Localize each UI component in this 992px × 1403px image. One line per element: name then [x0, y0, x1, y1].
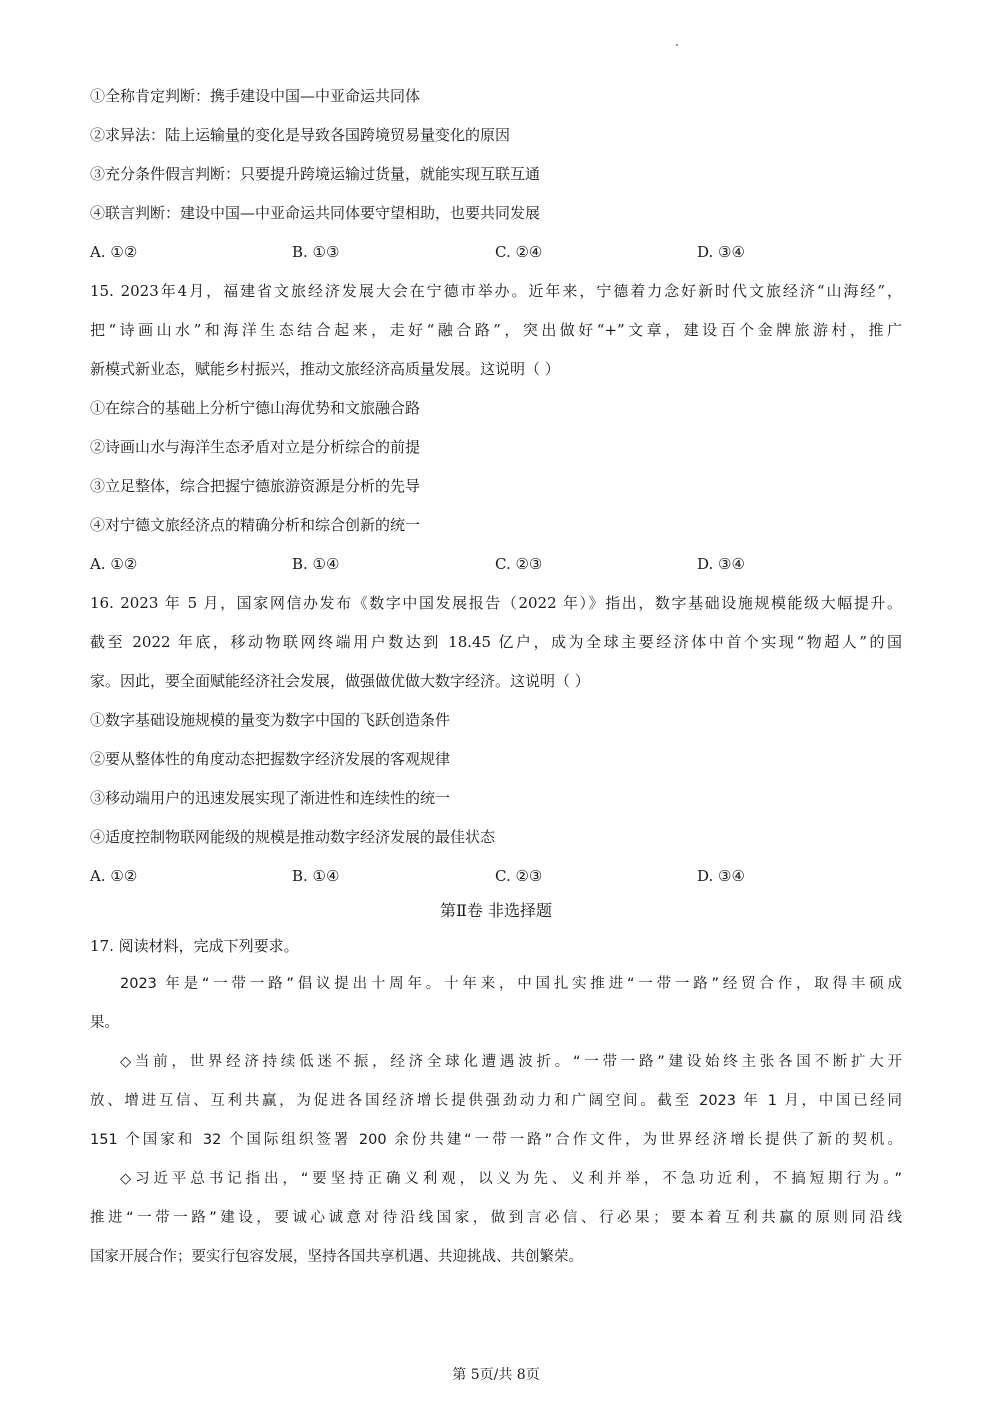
- q15-option-a: A. ①②: [90, 555, 138, 573]
- q14-statement-3: ③充分条件假言判断：只要提升跨境运输过货量，就能实现互联互通: [90, 165, 541, 183]
- q14-option-b: B. ①③: [292, 243, 340, 261]
- q16-option-d: D. ③④: [697, 867, 745, 885]
- q17-material-line-1: 2023 年是“一带一路”倡议提出十周年。十年来，中国扎实推进“一带一路”经贸合作，取得丰硕成: [120, 976, 902, 992]
- page-footer: 第 5页/共 8页: [452, 1367, 540, 1383]
- q14-option-d: D. ③④: [697, 243, 745, 261]
- q14-option-c: C. ②④: [495, 243, 543, 261]
- q14-statement-1: ①全称肯定判断：携手建设中国—中亚命运共同体: [90, 87, 421, 105]
- q17-material-line-7: 推进“一带一路”建设，要诚心诚意对待沿线国家，做到言必信、行必果；要本着互利共赢的原则同沿线: [90, 1210, 902, 1226]
- q15-option-d: D. ③④: [697, 555, 745, 573]
- q16-statement-4: ④适度控制物联网能级的规模是推动数字经济发展的最佳状态: [90, 828, 496, 846]
- q16-option-a: A. ①②: [90, 867, 138, 885]
- q17-title: 17. 阅读材料，完成下列要求。: [90, 937, 299, 955]
- q16-option-c: C. ②③: [495, 867, 543, 885]
- q14-statement-2: ②求异法：陆上运输量的变化是导致各国跨境贸易量变化的原因: [90, 126, 511, 144]
- q15-option-b: B. ①④: [292, 555, 340, 573]
- q15-stem-line-1: 15. 2023年4月，福建省文旅经济发展大会在宁德市举办。近年来，宁德着力念好新时代文旅经济“山海经”，: [90, 282, 902, 300]
- q16-stem-line-1: 16. 2023 年 5 月，国家网信办发布《数字中国发展报告（2022 年）》指出，数字基础设施规模能级大幅提升。: [90, 594, 902, 612]
- q15-option-c: C. ②③: [495, 555, 543, 573]
- q16-statement-1: ①数字基础设施规模的量变为数字中国的飞跃创造条件: [90, 711, 451, 729]
- q15-stem-line-2: 把“诗画山水”和海洋生态结合起来，走好“融合路”，突出做好“+”文章，建设百个金牌旅游村，推广: [90, 321, 902, 339]
- q15-statement-3: ③立足整体，综合把握宁德旅游资源是分析的先导: [90, 477, 421, 495]
- q15-statement-2: ②诗画山水与海洋生态矛盾对立是分析综合的前提: [90, 438, 421, 456]
- q14-statement-4: ④联言判断：建设中国—中亚命运共同体要守望相助，也要共同发展: [90, 204, 541, 222]
- q17-material-line-5: 151 个国家和 32 个国际组织签署 200 余份共建“一带一路”合作文件，为世界经济增长提供了新的契机。: [90, 1132, 902, 1148]
- q17-material-line-6: ◇习近平总书记指出，“要坚持正确义利观，以义为先、义利并举，不急功近利，不搞短期行为。”: [120, 1171, 902, 1187]
- q16-statement-3: ③移动端用户的迅速发展实现了渐进性和连续性的统一: [90, 789, 451, 807]
- q17-material-line-8: 国家开展合作；要实行包容发展，坚持各国共享机遇、共迎挑战、共创繁荣。: [90, 1249, 583, 1265]
- q17-material-line-3: ◇当前，世界经济持续低迷不振，经济全球化遭遇波折。“一带一路”建设始终主张各国不断扩大开: [120, 1054, 902, 1070]
- scan-mark: [676, 44, 678, 46]
- q15-statement-4: ④对宁德文旅经济点的精确分析和综合创新的统一: [90, 516, 421, 534]
- q14-option-a: A. ①②: [90, 243, 138, 261]
- q16-stem-line-3: 家。因此，要全面赋能经济社会发展，做强做优做大数字经济。这说明（ ）: [90, 672, 590, 690]
- q16-statement-2: ②要从整体性的角度动态把握数字经济发展的客观规律: [90, 750, 451, 768]
- q17-material-line-4: 放、增进互信、互利共赢，为促进各国经济增长提供强劲动力和广阔空间。截至 2023 年 1 月，中国已经同: [90, 1093, 902, 1109]
- q17-material-line-2: 果。: [90, 1015, 119, 1031]
- section-title: 第Ⅱ卷 非选择题: [440, 901, 552, 920]
- q15-stem-line-3: 新模式新业态，赋能乡村振兴，推动文旅经济高质量发展。这说明（ ）: [90, 360, 560, 378]
- q16-option-b: B. ①④: [292, 867, 340, 885]
- q15-statement-1: ①在综合的基础上分析宁德山海优势和文旅融合路: [90, 399, 421, 417]
- q16-stem-line-2: 截至 2022 年底，移动物联网终端用户数达到 18.45 亿户，成为全球主要经济体中首个实现“物超人”的国: [90, 633, 902, 651]
